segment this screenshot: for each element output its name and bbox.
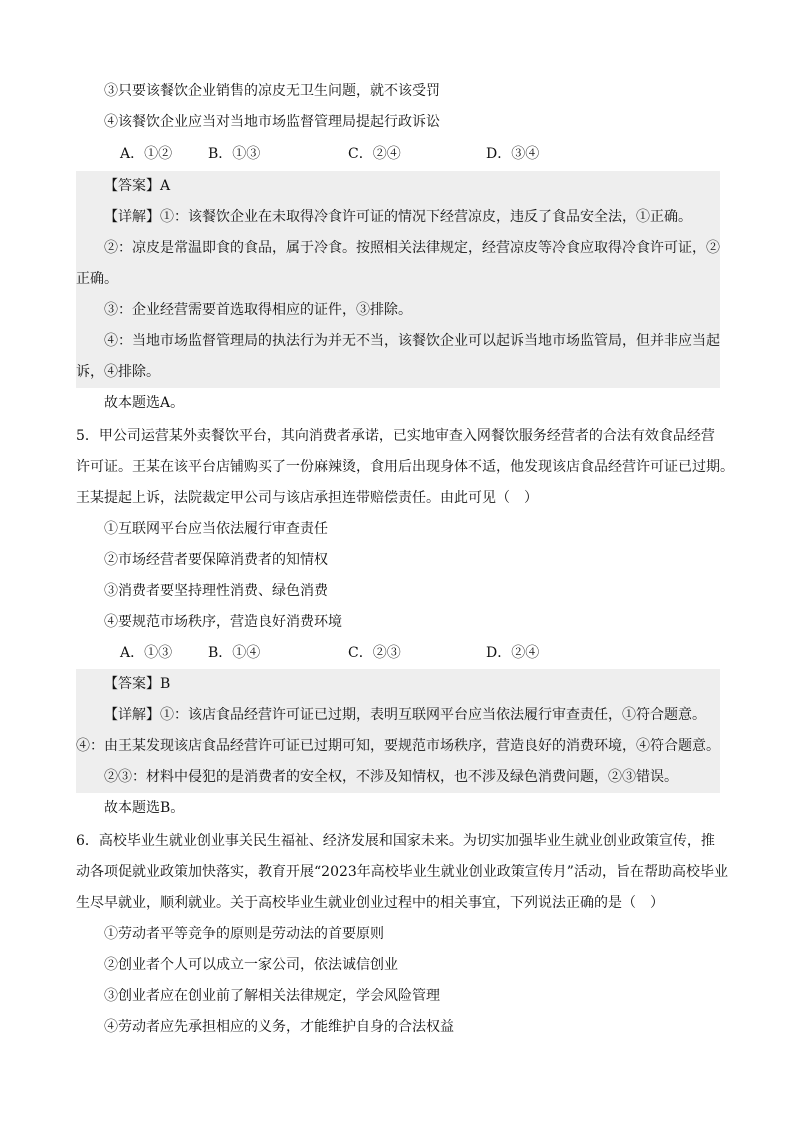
q5-detail-2: ④：由王某发现该店食品经营许可证已过期可知，要规范市场秩序，营造良好的消费环境，④符合题意。 xyxy=(76,738,720,754)
q6-stem-1: 6．高校毕业生就业创业事关民生福祉、经济发展和国家未来。为切实加强毕业生就业创业政策宣传，推 xyxy=(76,833,715,849)
q4-choices xyxy=(0,139,794,170)
q4-detail-1: 【详解】①：该餐饮企业在未取得冷食许可证的情况下经营凉皮，违反了食品安全法，①正确。 xyxy=(104,209,692,225)
q5-detail-3: ②③：材料中侵犯的是消费者的安全权，不涉及知情权，也不涉及绿色消费问题，②③错误。 xyxy=(104,769,678,785)
q6-option-1: ①劳动者平等竞争的原则是劳动法的首要原则 xyxy=(104,926,384,942)
q6-option-2: ②创业者个人可以成立一家公司，依法诚信创业 xyxy=(104,957,398,973)
q4-option-3: ③只要该餐饮企业销售的凉皮无卫生问题，就不该受罚 xyxy=(104,83,440,99)
q5-stem-1: 5．甲公司运营某外卖餐饮平台，其向消费者承诺，已实地审查入网餐饮服务经营者的合法有效食品经营 xyxy=(76,428,715,444)
q6-option-4: ④劳动者应先承担相应的义务，才能维护自身的合法权益 xyxy=(104,1019,454,1035)
q5-stem-2: 许可证。王某在该平台店铺购买了一份麻辣烫，食用后出现身体不适，他发现该店食品经营许可证已过期。 xyxy=(76,459,734,475)
q6-option-3: ③创业者应在创业前了解相关法律规定，学会风险管理 xyxy=(104,988,440,1004)
q4-detail-4: ③：企业经营需要首选取得相应的证件，③排除。 xyxy=(104,302,412,318)
q5-option-2: ②市场经营者要保障消费者的知情权 xyxy=(104,552,328,568)
q5-choice-d: D．②④ xyxy=(486,645,540,661)
q5-choice-a: A．①③ xyxy=(120,645,173,661)
q5-answer: 【答案】B xyxy=(104,676,171,692)
q6-stem-2: 动各项促就业政策加快落实，教育开展“2023年高校毕业生就业创业政策宣传月”活动，旨在帮助高校毕业 xyxy=(76,864,728,880)
q4-detail-3: 正确。 xyxy=(76,271,118,287)
q4-choice-d: D．③④ xyxy=(486,146,540,162)
q4-choice-c: C．②④ xyxy=(348,146,401,162)
q4-answer: 【答案】A xyxy=(104,178,171,194)
q5-option-1: ①互联网平台应当依法履行审查责任 xyxy=(104,521,328,537)
q6-stem-3: 生尽早就业，顺利就业。关于高校毕业生就业创业过程中的相关事宜，下列说法正确的是（ ） xyxy=(76,895,664,911)
q4-option-4: ④该餐饮企业应当对当地市场监督管理局提起行政诉讼 xyxy=(104,114,440,130)
q4-detail-6: 诉，④排除。 xyxy=(76,364,160,380)
q5-option-4: ④要规范市场秩序，营造良好消费环境 xyxy=(104,614,342,630)
q4-choice-b: B．①③ xyxy=(208,146,261,162)
q5-option-3: ③消费者要坚持理性消费、绿色消费 xyxy=(104,583,328,599)
q4-conclusion: 故本题选A。 xyxy=(104,395,185,411)
q5-conclusion: 故本题选B。 xyxy=(104,800,185,816)
q5-choices xyxy=(0,638,794,669)
q4-detail-5: ④：当地市场监督管理局的执法行为并无不当，该餐饮企业可以起诉当地市场监管局，但并非应当起 xyxy=(104,333,720,349)
q5-stem-3: 王某提起上诉，法院裁定甲公司与该店承担连带赔偿责任。由此可见（ ） xyxy=(76,490,538,506)
q4-choice-a: A．①② xyxy=(120,146,173,162)
q5-choice-b: B．①④ xyxy=(208,645,261,661)
q4-detail-2: ②：凉皮是常温即食的食品，属于冷食。按照相关法律规定，经营凉皮等冷食应取得冷食许可证，② xyxy=(104,240,720,256)
q5-detail-1: 【详解】①：该店食品经营许可证已过期，表明互联网平台应当依法履行审查责任，①符合题意。 xyxy=(104,707,706,723)
q5-choice-c: C．②③ xyxy=(348,645,401,661)
